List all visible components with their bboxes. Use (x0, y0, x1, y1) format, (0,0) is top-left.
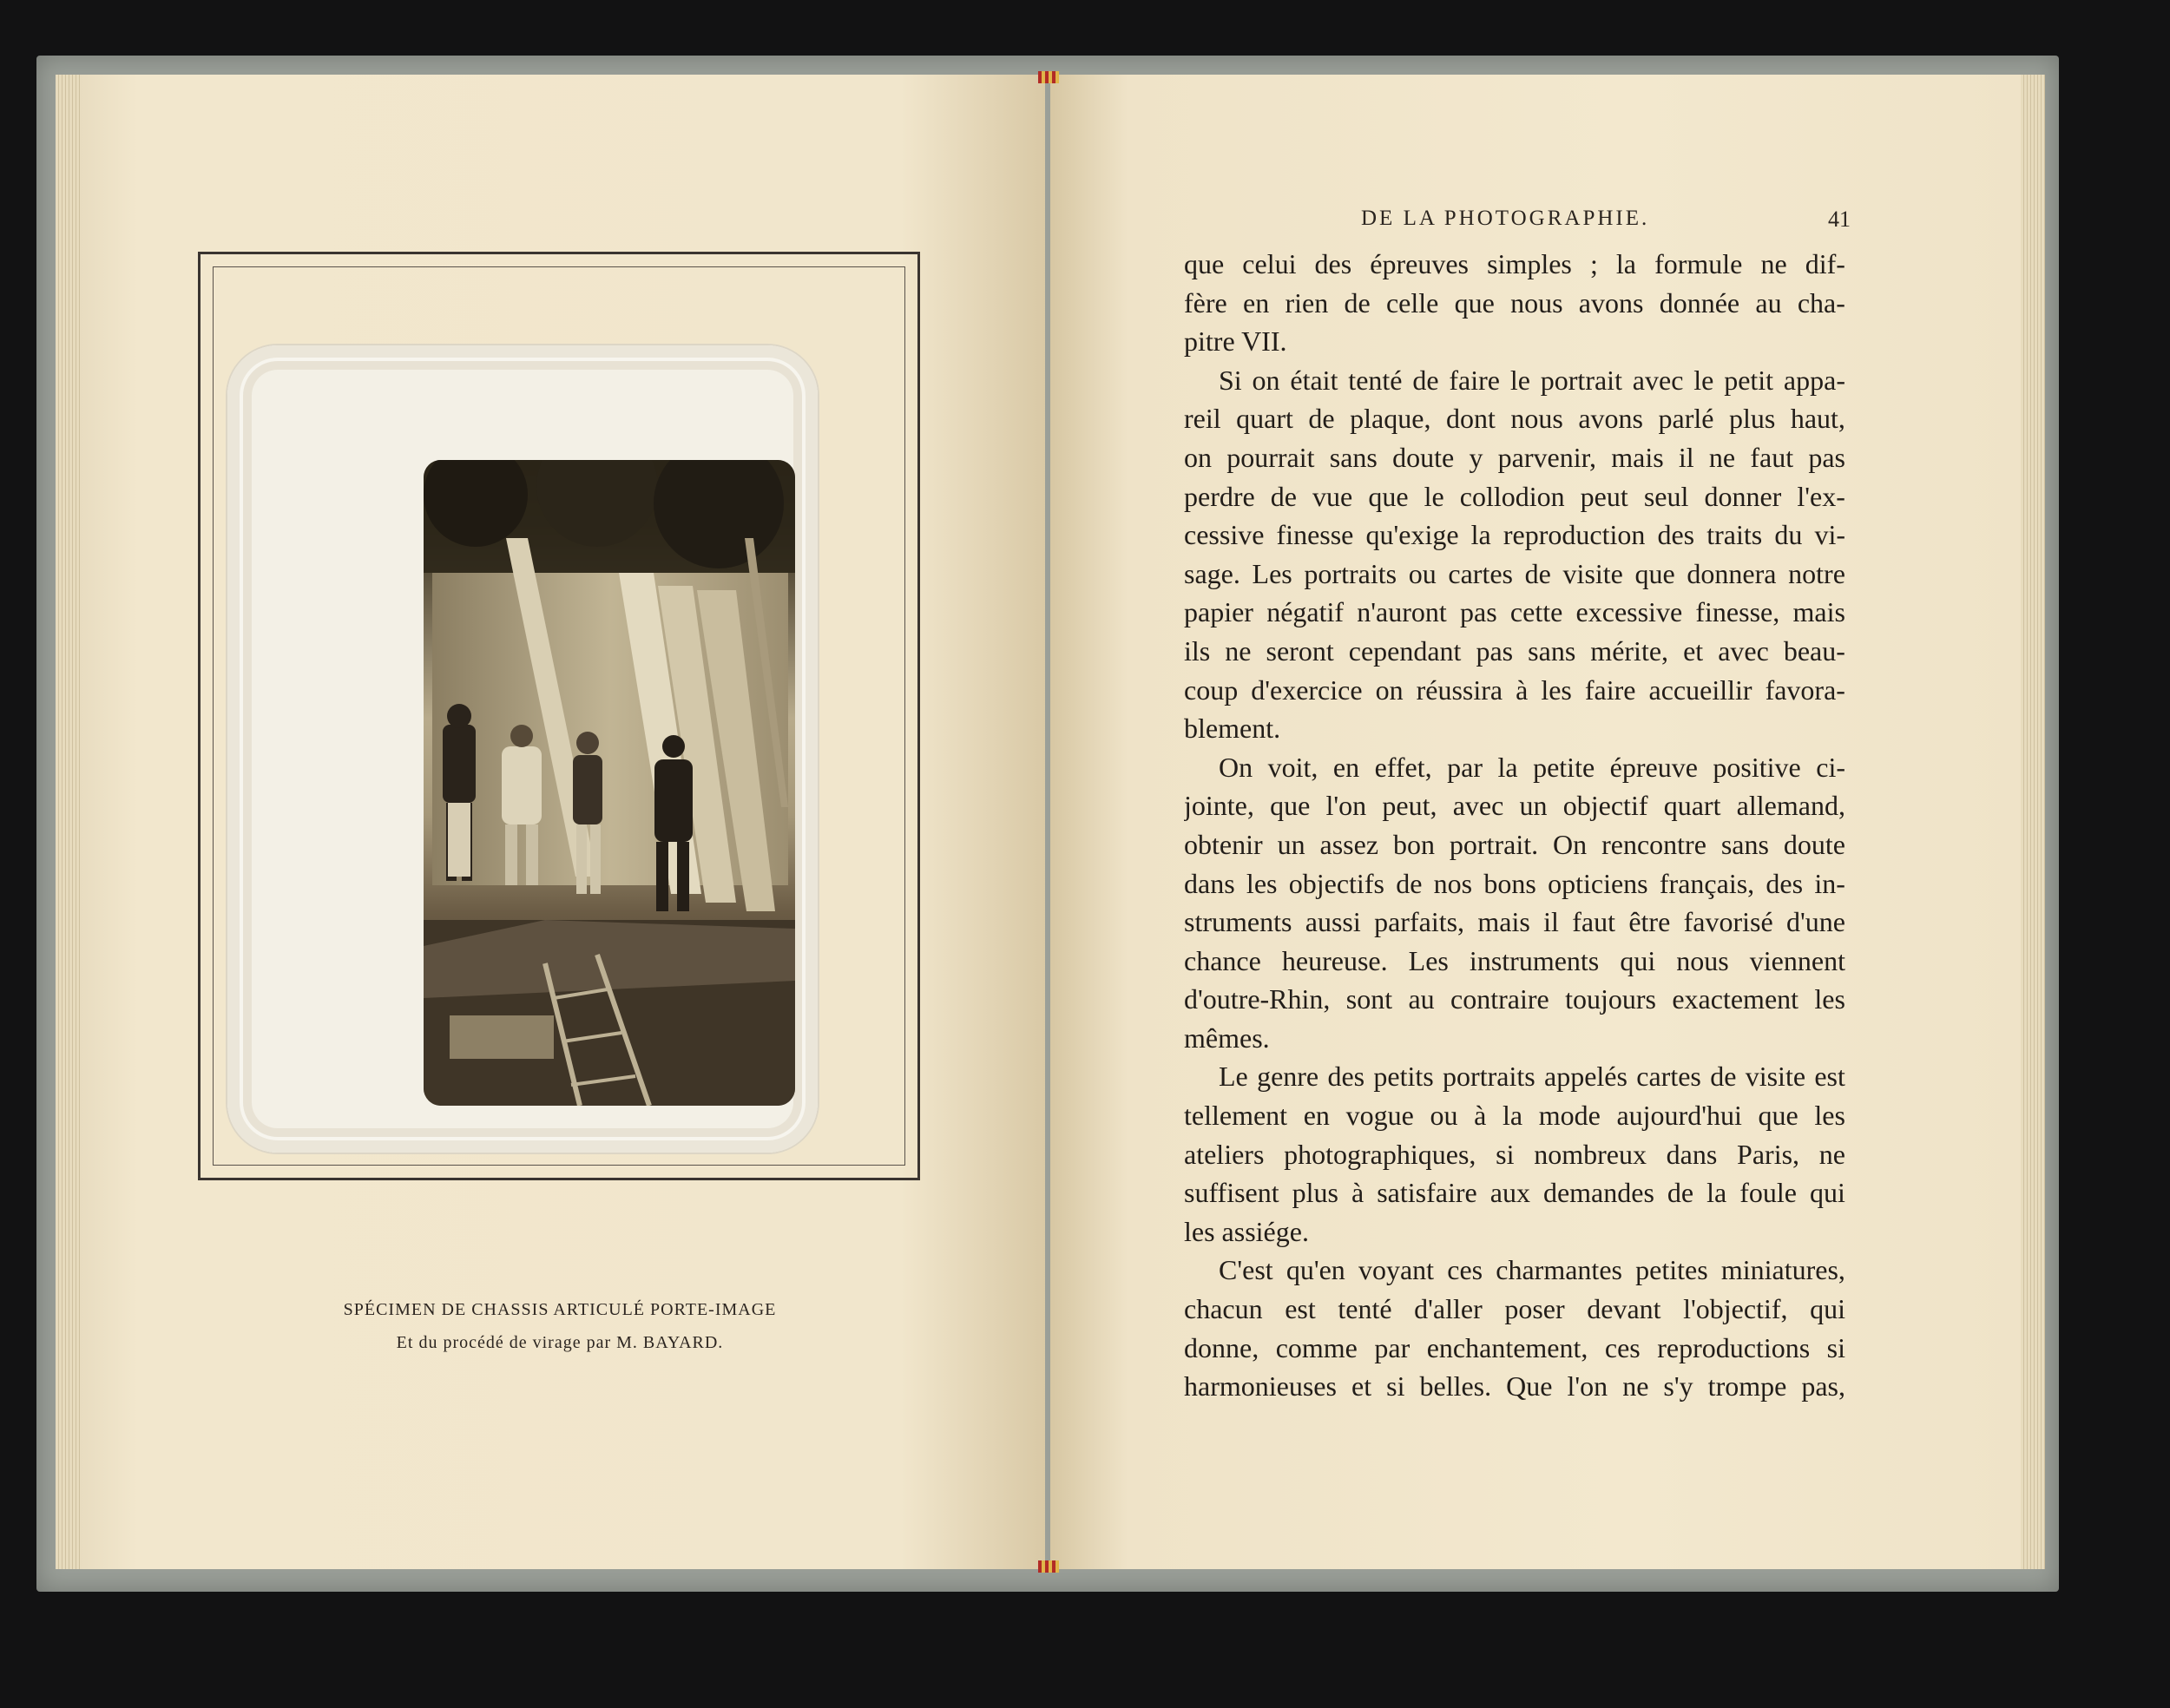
text-line: Si on était tenté de faire le portrait avec le petit appa- (1219, 364, 1845, 396)
text-line: pitre VII. (1184, 325, 1287, 358)
text-line: cessive finesse qu'exige la reproduction des traits du vi- (1184, 519, 1845, 551)
text-line: sage. Les portraits ou cartes de visite que donnera notre (1184, 557, 1845, 589)
text-line: que celui des épreuves simples ; la formule ne dif- (1184, 248, 1845, 279)
page-number: 41 (1828, 207, 1851, 232)
text-line: jointe, que l'on peut, avec un objectif quart allemand, (1184, 790, 1845, 822)
text-line: chance heureuse. Les instruments qui nous viennent (1184, 944, 1845, 976)
plate-caption-credit: Et du procédé de virage par M. BAYARD. (396, 1333, 724, 1352)
text-line: obtenir un assez bon portrait. On rencontre sans doute (1184, 828, 1845, 860)
text-line: struments aussi parfaits, mais il faut être favorisé d'une (1184, 906, 1845, 938)
left-page-edges (56, 75, 80, 1569)
text-line: blement. (1184, 713, 1281, 745)
running-head: DE LA PHOTOGRAPHIE. (1361, 207, 1650, 230)
spine-headband-bottom (1038, 1560, 1059, 1573)
text-line: tellement en vogue ou à la mode aujourd'hui que les (1184, 1100, 1845, 1132)
text-line: fère en rien de celle que nous avons donnée au cha- (1184, 286, 1845, 319)
text-line: les assiége. (1184, 1215, 1309, 1247)
body-text (1184, 245, 1845, 1406)
right-page-edges (2021, 75, 2045, 1569)
text-line: ateliers photographiques, si nombreux dans Paris, ne (1184, 1138, 1845, 1170)
albumen-photograph (424, 460, 795, 1106)
text-line: ils ne seront cependant pas sans mérite, et avec beau- (1184, 634, 1845, 667)
text-line: reil quart de plaque, dont nous avons parlé plus haut, (1184, 403, 1845, 435)
text-line: coup d'exercice on réussira à les faire accueillir favora- (1184, 673, 1845, 706)
text-line: Le genre des petits portraits appelés cartes de visite est (1219, 1061, 1845, 1093)
photograph-scene (424, 460, 795, 1106)
text-line: suffisent plus à satisfaire aux demandes de la foule qui (1184, 1177, 1845, 1209)
text-line: chacun est tenté d'aller poser devant l'objectif, qui (1184, 1293, 1845, 1325)
text-line: d'outre-Rhin, sont au contraire toujours exactement les (1184, 983, 1845, 1015)
spine-headband-top (1038, 71, 1059, 83)
text-line: On voit, en effet, par la petite épreuve positive ci- (1219, 751, 1845, 783)
plate-caption-title: SPÉCIMEN DE CHASSIS ARTICULÉ PORTE-IMAGE (343, 1300, 777, 1319)
text-line: papier négatif n'auront pas cette excessive finesse, mais (1184, 596, 1845, 628)
text-line: donne, comme par enchantement, ces reproductions si (1184, 1331, 1845, 1363)
text-line: harmonieuses et si belles. Que l'on ne s'y trompe pas, (1184, 1370, 1845, 1403)
text-line: mêmes. (1184, 1022, 1270, 1054)
text-line: perdre de vue que le collodion peut seul donner l'ex- (1184, 480, 1845, 512)
text-line: on pourrait sans doute y parvenir, mais il ne faut pas (1184, 441, 1845, 473)
text-line: C'est qu'en voyant ces charmantes petites miniatures, (1219, 1254, 1845, 1286)
text-line: dans les objectifs de nos bons opticiens français, des in- (1184, 867, 1845, 899)
